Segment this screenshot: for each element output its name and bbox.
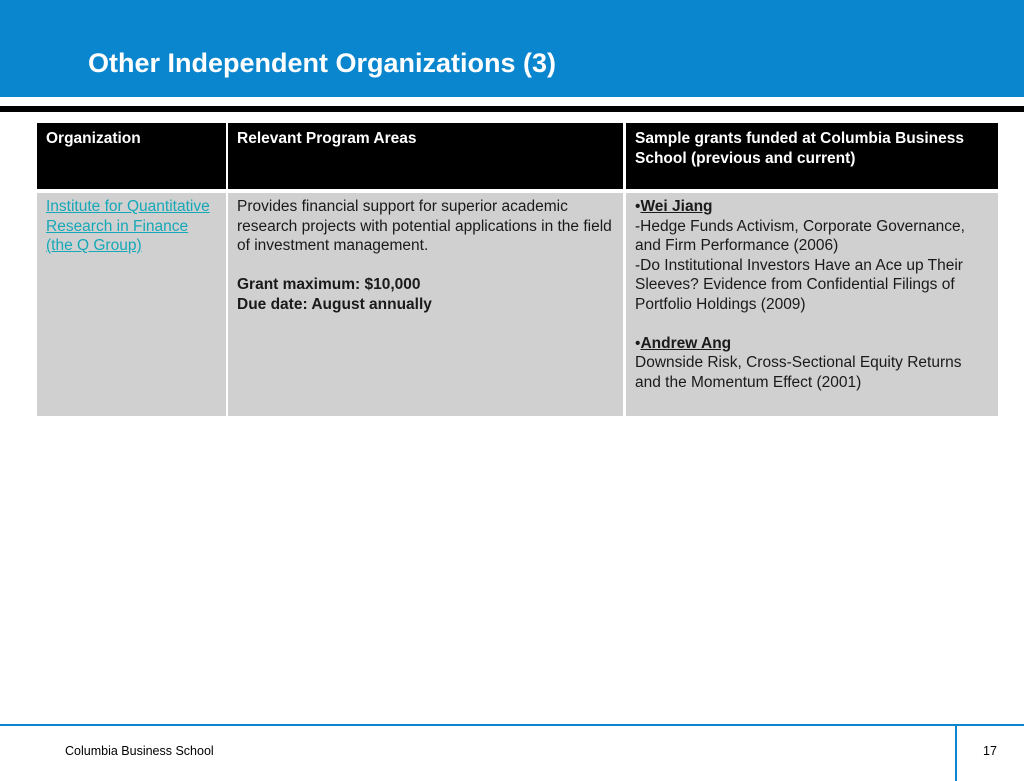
bullet: • bbox=[635, 198, 641, 215]
footer-school: Columbia Business School bbox=[65, 744, 214, 758]
slide-title: Other Independent Organizations (3) bbox=[88, 48, 557, 78]
grant-entry bbox=[635, 197, 989, 217]
header-bar bbox=[0, 0, 1024, 97]
bullet: • bbox=[635, 334, 641, 352]
column-header-organization: Organization bbox=[37, 123, 226, 189]
column-header-program-areas: Relevant Program Areas bbox=[228, 123, 623, 189]
organization-link[interactable]: Institute for Quantitative Research in Finance (the Q Group) bbox=[46, 198, 210, 254]
sample-grants-cell bbox=[626, 193, 998, 416]
organization-cell bbox=[37, 193, 226, 416]
grants-table bbox=[37, 123, 998, 416]
researcher-name: Andrew Ang bbox=[640, 334, 732, 352]
researcher-name: Wei Jiang bbox=[640, 198, 713, 215]
grant-maximum: Grant maximum: $10,000 bbox=[237, 276, 421, 293]
page-number: 17 bbox=[983, 744, 997, 758]
grant-entry bbox=[635, 334, 989, 354]
grant-title: -Do Institutional Investors Have an Ace up Their Sleeves? Evidence from Confidential Filings of Portfolio Holdings (2009) bbox=[635, 256, 963, 313]
program-description: Provides financial support for superior academic research projects with potential applications in the field of investment management. bbox=[237, 198, 612, 254]
spacer bbox=[635, 314, 989, 334]
grant-title: Downside Risk, Cross-Sectional Equity Returns and the Momentum Effect (2001) bbox=[635, 354, 962, 391]
program-areas-cell bbox=[228, 193, 623, 416]
footer-rule bbox=[0, 724, 1024, 726]
grant-title: -Hedge Funds Activism, Corporate Governance, and Firm Performance (2006) bbox=[635, 217, 965, 254]
column-header-sample-grants: Sample grants funded at Columbia Business School (previous and current) bbox=[626, 123, 998, 189]
due-date: Due date: August annually bbox=[237, 295, 432, 313]
header-rule bbox=[0, 106, 1024, 112]
footer-divider bbox=[955, 726, 957, 781]
spacer bbox=[237, 256, 614, 276]
